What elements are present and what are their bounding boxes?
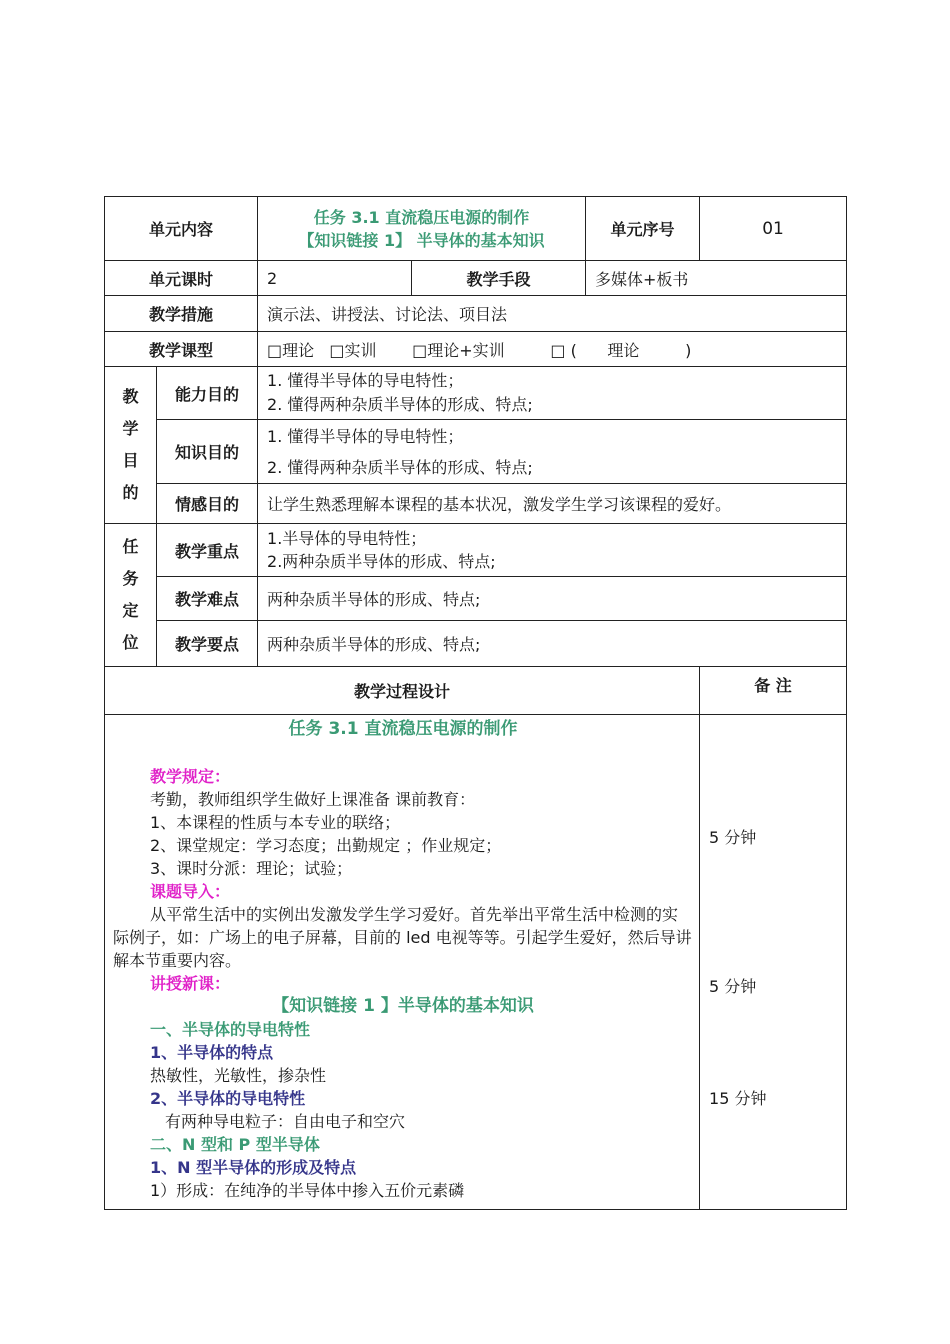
section-1-1: 1、半导体的特点 [150,1043,274,1062]
unit-title-line2: 【知识链接 1】 半导体的基本知识 [298,230,545,250]
row-emotion [105,484,847,524]
type-label: 教学课型 [105,332,258,367]
note-time-2: 5 分钟 [709,977,757,996]
difficulty-label: 教学难点 [157,577,258,621]
row-difficulty [105,577,847,621]
note-time-1: 5 分钟 [709,828,757,847]
section-1: 一、半导体的导电特性 [150,1020,311,1039]
ability-text: 1. 懂得半导体的导电特性； 2. 懂得两种杂质半导体的形成、特点; [258,367,847,420]
unit-title [258,197,586,261]
measures-label: 教学措施 [105,296,258,332]
objectives-group-label: 教 学 目 的 [105,367,157,524]
positioning-group-label: 任 务 定 位 [105,524,157,667]
row-ability [105,367,847,420]
focus-text: 1.半导体的导电特性； 2.两种杂质半导体的形成、特点; [258,524,847,577]
intro-heading: 课题导入： [150,882,231,901]
section-1-1-text: 热敏性，光敏性，掺杂性 [150,1066,327,1085]
measures-value: 演示法、讲授法、讨论法、项目法 [258,296,847,332]
row-essentials [105,621,847,667]
note-time-3: 15 分钟 [709,1089,767,1108]
rules-line-1: 考勤，教师组织学生做好上课准备 课前教育： [150,790,476,809]
section-1-2-text: 有两种导电粒子：自由电子和空穴 [165,1112,406,1131]
row-process-header [105,667,847,715]
hours-label: 单元课时 [105,261,258,296]
process-title: 教学过程设计 [105,667,700,715]
row-unit-content [105,197,847,261]
lesson-plan-table [104,196,847,1210]
new-lesson-heading: 讲授新课： [150,974,231,993]
intro-paragraph: 从平常生活中的实例出发激发学生学习爱好。首先举出平常生活中检测的实际例子，如：广场上的电子屏幕，目前的 led 电视等等。引起学生爱好，然后导讲解本节重要内容。 [113,905,692,970]
row-knowledge [105,420,847,484]
link-title: 【知识链接 1 】半导体的基本知识 [272,996,534,1016]
row-measures [105,296,847,332]
section-2-1: 1、N 型半导体的形成及特点 [150,1158,357,1177]
essentials-text: 两种杂质半导体的形成、特点; [258,621,847,667]
rules-line-4: 3、课时分派：理论；试验； [150,859,353,878]
means-label: 教学手段 [412,261,586,296]
type-options: □理论 □实训 □理论+实训 □ ( 理论 ) [258,332,847,367]
means-value: 多媒体+板书 [586,261,847,296]
section-2-1-text: 1）形成：在纯净的半导体中掺入五价元素磷 [150,1181,465,1200]
row-hours [105,261,847,296]
unit-no-label: 单元序号 [586,197,700,261]
notes-title: 备 注 [700,667,847,715]
rules-heading: 教学规定： [150,767,231,786]
emotion-label: 情感目的 [157,484,258,524]
lesson-plan-page [104,196,846,1210]
unit-content-label: 单元内容 [105,197,258,261]
difficulty-text: 两种杂质半导体的形成、特点; [258,577,847,621]
emotion-text: 让学生熟悉理解本课程的基本状况，激发学生学习该课程的爱好。 [258,484,847,524]
knowledge-text: 1. 懂得半导体的导电特性； 2. 懂得两种杂质半导体的形成、特点; [258,420,847,484]
unit-title-line1: 任务 3.1 直流稳压电源的制作 [313,207,530,227]
hours-value: 2 [258,261,412,296]
row-type [105,332,847,367]
section-1-2: 2、半导体的导电特性 [150,1089,306,1108]
notes-column [700,715,847,1210]
task-title: 任务 3.1 直流稳压电源的制作 [288,719,518,739]
essentials-label: 教学要点 [157,621,258,667]
focus-label: 教学重点 [157,524,258,577]
rules-line-2: 1、本课程的性质与本专业的联络； [150,813,401,832]
row-process-body [105,715,847,1210]
rules-line-3: 2、课堂规定：学习态度；出勤规定 ；作业规定； [150,836,502,855]
row-focus [105,524,847,577]
process-content [105,715,700,1210]
ability-label: 能力目的 [157,367,258,420]
unit-no: 01 [700,197,847,261]
knowledge-label: 知识目的 [157,420,258,484]
section-2: 二、N 型和 P 型半导体 [150,1135,320,1154]
